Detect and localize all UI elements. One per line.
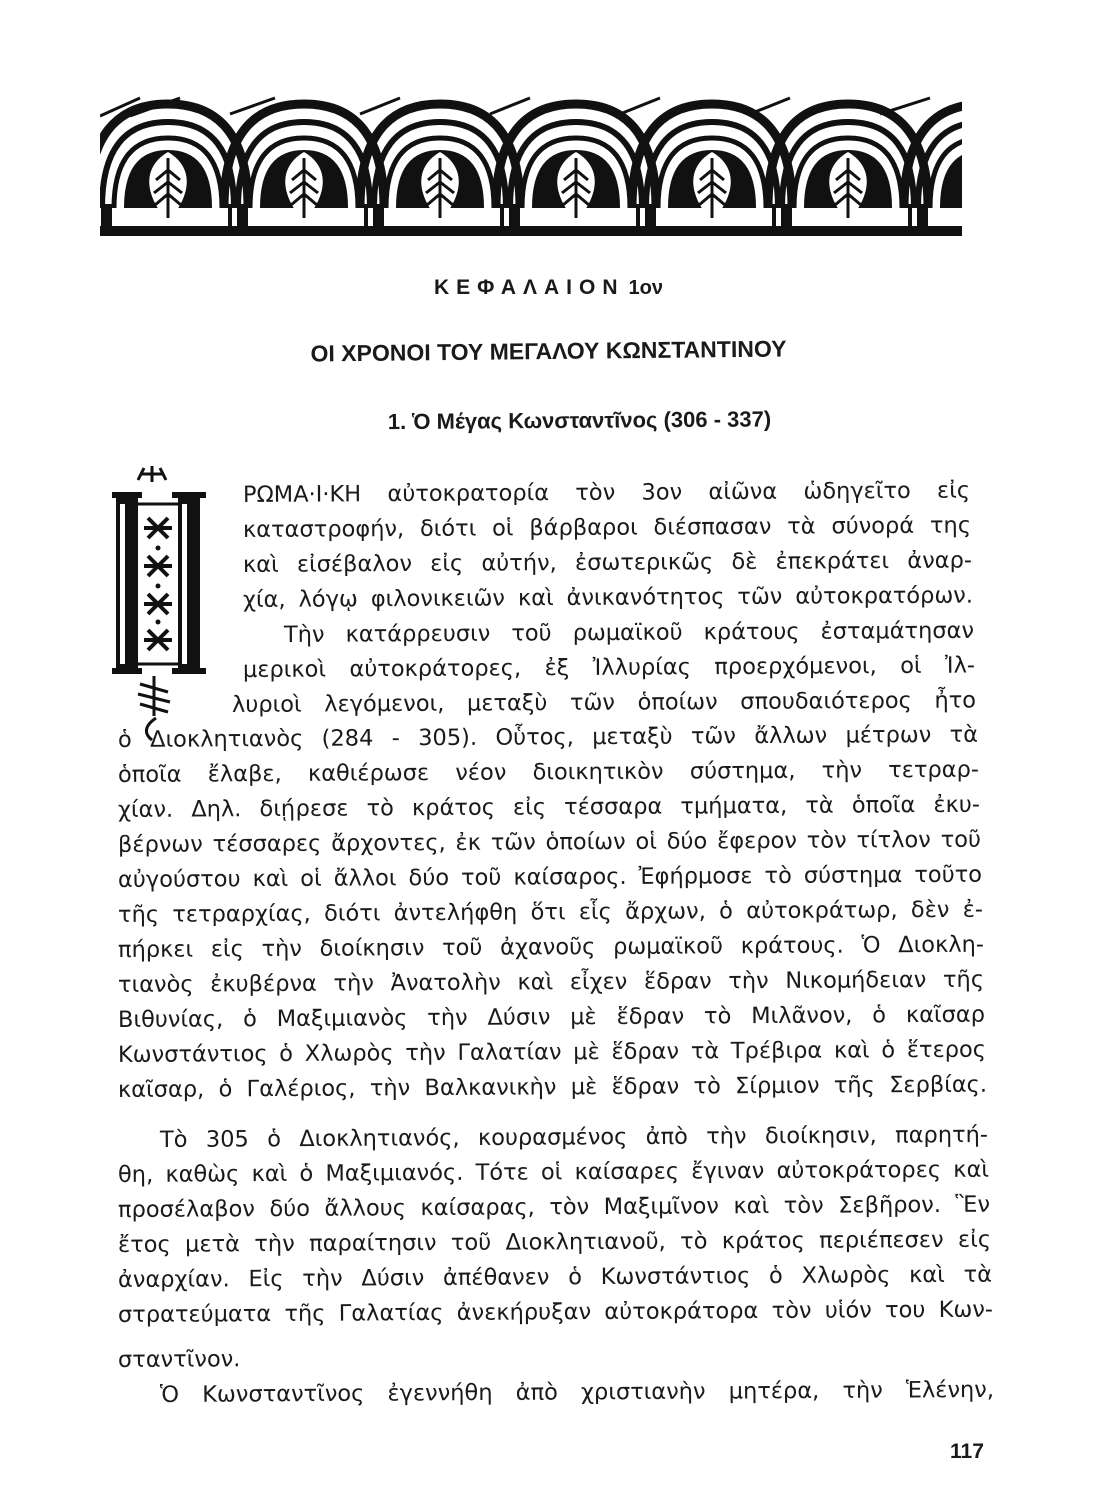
drop-cap-initial [104, 464, 216, 744]
text-line: μερικοὶ αὐτοκράτορες, ἐξ Ἰλλυρίας προερχόμενοι, οἱ Ἰλ- [242, 652, 976, 683]
text-line: ἔτος μετὰ τὴν παραίτησιν τοῦ Διοκλητιανοῦ, τὸ κράτος περιέπεσεν εἰς [117, 1226, 992, 1258]
decorative-arcade-banner [100, 96, 962, 236]
text-line: ἀναρχίαν. Εἰς τὴν Δύσιν ἀπέθανεν ὁ Κωνστάντιος ὁ Χλωρὸς καὶ τὰ [117, 1261, 993, 1293]
text-line: προσέλαβον δύο ἄλλους καίσαρας, τὸν Μαξιμῖνον καὶ τὸν Σεβῆρον. Ἓν [117, 1191, 991, 1223]
text-line: ΡΩΜΑ·Ι·ΚΗ αὐτοκρατορία τὸν 3ον αἰῶνα ὡδηγεῖτο εἰς [242, 477, 971, 508]
chapter-title: ΟΙ ΧΡΟΝΟΙ ΤΟΥ ΜΕΓΑΛΟΥ ΚΩΝΣΤΑΝΤΙΝΟΥ [310, 335, 787, 367]
text-line: βέρνων τέσσαρες ἄρχοντες, ἐκ τῶν ὁποίων οἱ δύο ἔφερον τὸν τίτλον τοῦ [117, 826, 982, 858]
text-line: ὁποῖα ἔλαβε, καθιέρωσε νέον διοικητικὸν σύστημα, τὴν τετραρ- [117, 756, 980, 788]
text-line: καὶ εἰσέβαλον εἰς αὐτήν, ἐσωτερικῶς δὲ ἐπεκράτει ἀναρ- [242, 547, 973, 578]
text-line: Τὸ 305 ὁ Διοκλητιανός, κουρασμένος ἀπὸ τὴν διοίκησιν, παρητή- [159, 1121, 989, 1153]
text-line: καταστροφήν, διότι οἱ βάρβαροι διέσπασαν τὰ σύνορά της [242, 512, 972, 543]
section-heading: 1. Ὁ Μέγας Κωνσταντῖνος (306 - 337) [387, 406, 772, 435]
text-line: καῖσαρ, ὁ Γαλέριος, τὴν Βαλκανικὴν μὲ ἕδραν τὸ Σίρμιον τῆς Σερβίας. [117, 1071, 988, 1103]
text-line: τῆς τετραρχίας, διότι ἀντελήφθη ὅτι εἷς ἄρχων, ὁ αὐτοκράτωρ, δὲν ἐ- [117, 896, 984, 928]
page-number: 117 [950, 1440, 984, 1463]
text-line: Τὴν κατάρρευσιν τοῦ ρωμαϊκοῦ κράτους ἐσταμάτησαν [283, 617, 975, 648]
text-line: πήρκει εἰς τὴν διοίκησιν τοῦ ἀχανοῦς ρωμαϊκοῦ κράτους. Ὁ Διοκλη- [117, 931, 985, 963]
chapter-label-text: ΚΕΦΑΛΑΙΟΝ [434, 276, 625, 299]
text-line: ὁ Διοκλητιανὸς (284 - 305). Οὗτος, μεταξὺ τῶν ἄλλων μέτρων τὰ [117, 721, 979, 753]
text-line: Κωνστάντιος ὁ Χλωρὸς τὴν Γαλατίαν μὲ ἕδραν τὰ Τρέβιρα καὶ ὁ ἕτερος [117, 1036, 987, 1068]
text-line: λυριοὶ λεγόμενοι, μεταξὺ τῶν ὁποίων σπουδαιότερος ἦτο [231, 687, 977, 718]
chapter-number: 1ον [628, 277, 663, 299]
text-line: Βιθυνίας, ὁ Μαξιμιανὸς τὴν Δύσιν μὲ ἕδραν τὸ Μιλᾶνον, ὁ καῖσαρ [117, 1001, 986, 1033]
text-line: σταντῖνον. [117, 1346, 241, 1373]
text-line: χία, λόγῳ φιλονικειῶν καὶ ἀνικανότητος τῶν αὐτοκρατόρων. [242, 582, 974, 613]
text-line: Ὁ Κωνσταντῖνος ἐγεννήθη ἀπὸ χριστιανὴν μητέρα, τὴν Ἑλένην, [159, 1376, 995, 1408]
chapter-label [0, 276, 1097, 300]
text-line: αὐγούστου καὶ οἱ ἄλλοι δύο τοῦ καίσαρος. Ἐφήρμοσε τὸ σύστημα τοῦτο [117, 861, 983, 893]
text-line: στρατεύματα τῆς Γαλατίας ἀνεκήρυξαν αὐτοκράτορα τὸν υἱόν του Κων- [117, 1296, 994, 1328]
text-line: τιανὸς ἐκυβέρνα τὴν Ἀνατολὴν καὶ εἶχεν ἕδραν τὴν Νικομήδειαν τῆς [117, 966, 985, 998]
text-line: χίαν. Δηλ. διῄρεσε τὸ κράτος εἰς τέσσαρα τμήματα, τὰ ὁποῖα ἐκυ- [117, 791, 981, 823]
text-line: θη, καθὼς καὶ ὁ Μαξιμιανός. Τότε οἱ καίσαρες ἔγιναν αὐτοκράτορες καὶ [117, 1156, 990, 1188]
